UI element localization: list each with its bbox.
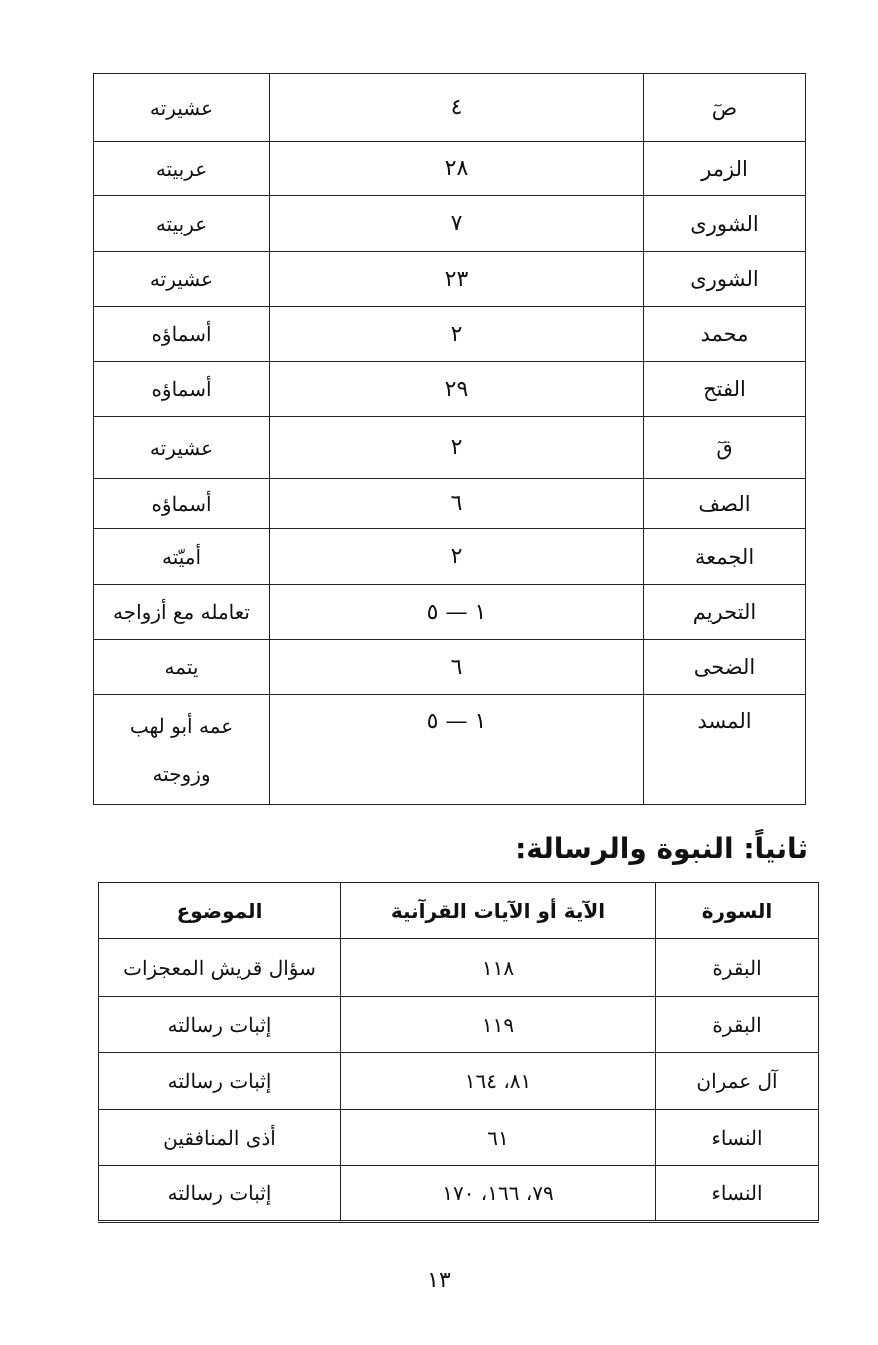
surah-cell: البقرة — [656, 997, 819, 1053]
table-row — [94, 142, 806, 196]
topic-cell: عربيته — [94, 142, 270, 196]
table-header-row — [99, 883, 819, 939]
surah-cell: محمد — [644, 307, 806, 362]
table-row — [99, 1166, 819, 1222]
surah-cell: الفتح — [644, 362, 806, 417]
ayah-cell: ٢ — [270, 417, 644, 479]
table-row — [94, 252, 806, 307]
surah-cell: صٓ — [644, 74, 806, 142]
table-row — [94, 529, 806, 585]
surah-cell: الشورى — [644, 196, 806, 252]
surah-cell: المسد — [644, 695, 806, 805]
ayah-cell: ٦ — [270, 479, 644, 529]
section-heading: ثانياً: النبوة والرسالة: — [515, 832, 808, 865]
topic-header: الموضوع — [99, 883, 341, 939]
table-row — [99, 997, 819, 1053]
surah-cell: قٓ — [644, 417, 806, 479]
surah-cell: النساء — [656, 1110, 819, 1166]
surah-cell: الجمعة — [644, 529, 806, 585]
surah-cell: الزمر — [644, 142, 806, 196]
surah-cell: النساء — [656, 1166, 819, 1222]
table-row — [99, 1110, 819, 1166]
ayah-cell: ٢٩ — [270, 362, 644, 417]
ayah-cell: ١١٩ — [341, 997, 656, 1053]
ayah-cell: ٧٩، ١٦٦، ١٧٠ — [341, 1166, 656, 1222]
topic-cell: أسماؤه — [94, 307, 270, 362]
table-row — [94, 479, 806, 529]
topic-cell: أسماؤه — [94, 362, 270, 417]
table-row — [94, 417, 806, 479]
ayah-cell: ١ — ٥ — [270, 695, 644, 805]
prophethood-table — [98, 882, 819, 1223]
ayah-header: الآية أو الآيات القرآنية — [341, 883, 656, 939]
topic-cell: عمه أبو لهب وزوجته — [94, 695, 270, 805]
ayah-cell: ٦ — [270, 640, 644, 695]
page-number: ١٣ — [427, 1268, 451, 1293]
surah-cell: البقرة — [656, 939, 819, 997]
quran-topics-table — [93, 73, 806, 805]
ayah-cell: ١ — ٥ — [270, 585, 644, 640]
table-row — [94, 695, 806, 805]
table-row — [94, 585, 806, 640]
surah-header: السورة — [656, 883, 819, 939]
table-row — [99, 1053, 819, 1110]
topic-cell: أسماؤه — [94, 479, 270, 529]
table-row — [94, 307, 806, 362]
topic-cell: أذى المنافقين — [99, 1110, 341, 1166]
surah-cell: التحريم — [644, 585, 806, 640]
ayah-cell: ٦١ — [341, 1110, 656, 1166]
topic-cell: عربيته — [94, 196, 270, 252]
ayah-cell: ٢٣ — [270, 252, 644, 307]
table-row — [99, 939, 819, 997]
topic-cell: عشيرته — [94, 252, 270, 307]
ayah-cell: ٨١، ١٦٤ — [341, 1053, 656, 1110]
table-row — [94, 362, 806, 417]
table-row — [94, 196, 806, 252]
topic-cell: إثبات رسالته — [99, 1166, 341, 1222]
ayah-cell: ٢٨ — [270, 142, 644, 196]
ayah-cell: ٤ — [270, 74, 644, 142]
topic-cell: تعامله مع أزواجه — [94, 585, 270, 640]
topic-cell: إثبات رسالته — [99, 997, 341, 1053]
topic-cell: إثبات رسالته — [99, 1053, 341, 1110]
topic-cell: عشيرته — [94, 74, 270, 142]
surah-cell: الضحى — [644, 640, 806, 695]
table-row — [94, 640, 806, 695]
topic-cell: سؤال قريش المعجزات — [99, 939, 341, 997]
ayah-cell: ٢ — [270, 307, 644, 362]
surah-cell: الصف — [644, 479, 806, 529]
table-row — [94, 74, 806, 142]
topic-cell: عشيرته — [94, 417, 270, 479]
ayah-cell: ٢ — [270, 529, 644, 585]
ayah-cell: ١١٨ — [341, 939, 656, 997]
surah-cell: آل عمران — [656, 1053, 819, 1110]
surah-cell: الشورى — [644, 252, 806, 307]
topic-cell: يتمه — [94, 640, 270, 695]
topic-cell: أميّته — [94, 529, 270, 585]
ayah-cell: ٧ — [270, 196, 644, 252]
